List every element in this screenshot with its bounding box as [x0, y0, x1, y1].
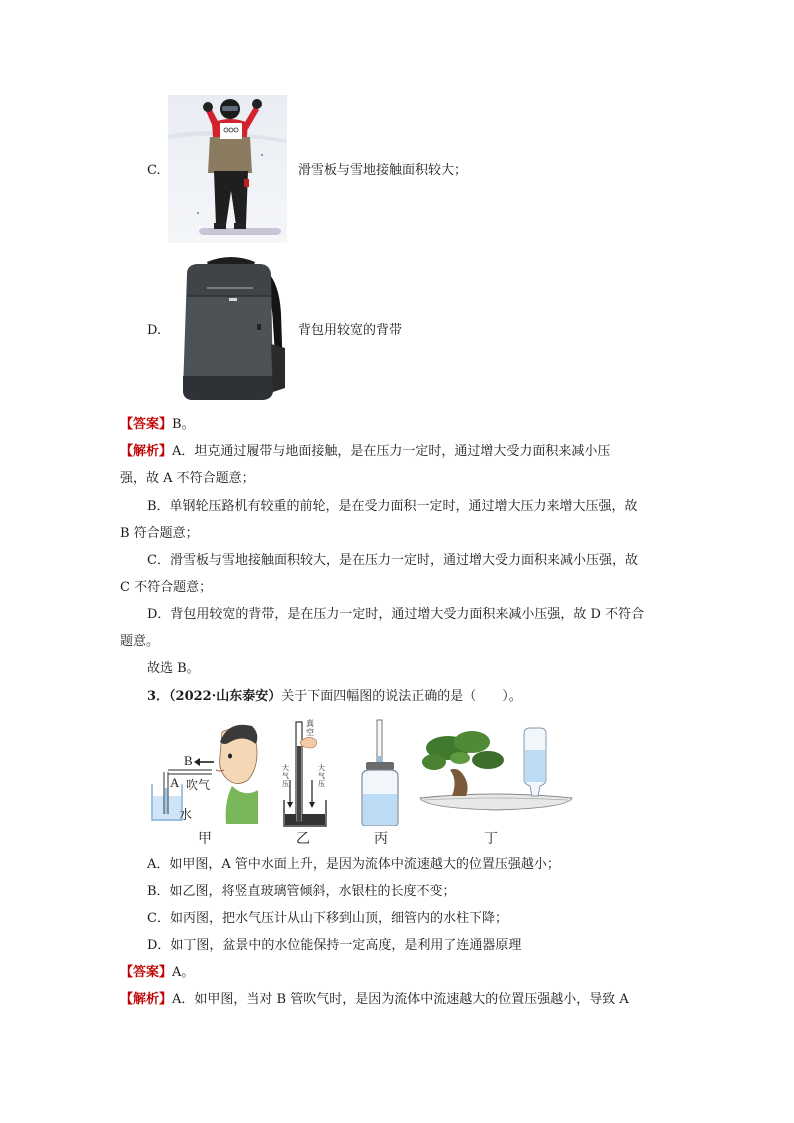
- answer-value: B。: [172, 417, 195, 432]
- fig-jia-a-label: A: [170, 775, 180, 790]
- fig-jia-water-label: 水: [179, 807, 193, 822]
- q3-option-b: B．如乙图，将竖直玻璃管倾斜，水银柱的长度不变；: [147, 884, 456, 899]
- answer-3-line: [120, 963, 194, 983]
- explanation-tag: 【解析】: [120, 444, 173, 459]
- explanation-3-text: A．如甲图，当对 B 管吹气时，是因为流体中流速越大的位置压强越小，导致 A: [172, 992, 629, 1007]
- explanation-line-7: D．背包用较宽的背带，是在压力一定时，通过增大受力面积来减小压强，故 D 不符合: [147, 607, 645, 622]
- figure-yi: [282, 716, 328, 828]
- backpack-photo: [173, 254, 291, 406]
- option-c-letter: C.: [147, 163, 161, 178]
- explanation-line-1: [120, 442, 610, 462]
- figure-bing: [356, 718, 404, 826]
- fig-yi-atm-left-label: 大气压: [282, 764, 289, 788]
- figure-ding: [418, 726, 574, 814]
- q3-option-c: C．如丙图，把水气压计从山下移到山顶，细管内的水柱下降；: [147, 911, 508, 926]
- explanation-line-2: 强，故 A 不符合题意；: [120, 471, 255, 486]
- answer-3-tag: 【答案】: [120, 965, 173, 980]
- explanation-line-9: 故选 B。: [147, 661, 200, 676]
- fig-jia-b-label: B: [184, 753, 193, 768]
- explanation-line-6: C 不符合题意；: [120, 580, 213, 595]
- fig-yi-atm-right-label: 大气压: [318, 764, 325, 788]
- fig-yi-vacuum-label: 真空: [306, 719, 314, 737]
- explanation-3-line: [120, 990, 629, 1010]
- answer-line: [120, 415, 195, 435]
- question-text: 关于下面四幅图的说法正确的是（ ）。: [281, 689, 522, 704]
- answer-tag: 【答案】: [120, 417, 173, 432]
- option-c-text: 滑雪板与雪地接触面积较大；: [298, 163, 468, 178]
- explanation-line-8: 题意。: [120, 634, 160, 649]
- question-3-stem: [147, 687, 522, 707]
- figure-jia: [148, 712, 260, 824]
- figure-label-bing: 丙: [374, 832, 388, 847]
- option-d-letter: D.: [147, 323, 162, 338]
- explanation-line-3: B．单钢轮压路机有较重的前轮，是在受力面积一定时，通过增大压力来增大压强，故: [147, 499, 638, 514]
- fig-jia-blow-label: 吹气: [186, 778, 211, 792]
- option-d-text: 背包用较宽的背带: [298, 323, 403, 338]
- q3-option-d: D．如丁图，盆景中的水位能保持一定高度，是利用了连通器原理: [147, 938, 522, 953]
- q3-option-a: A．如甲图，A 管中水面上升，是因为流体中流速越大的位置压强越小；: [147, 857, 560, 872]
- figure-label-ding: 丁: [484, 832, 498, 847]
- answer-3-value: A。: [172, 965, 195, 980]
- snowboarder-photo: [168, 95, 287, 243]
- question-source: （2022·山东泰安）: [169, 689, 282, 704]
- explanation-text: A．坦克通过履带与地面接触，是在压力一定时，通过增大受力面积来减小压: [172, 444, 611, 459]
- figure-label-jia: 甲: [198, 832, 212, 847]
- explanation-line-5: C．滑雪板与雪地接触面积较大，是在压力一定时，通过增大受力面积来减小压强，故: [147, 553, 638, 568]
- question-number: 3．: [147, 689, 170, 704]
- figure-label-yi: 乙: [296, 832, 310, 847]
- explanation-line-4: B 符合题意；: [120, 526, 199, 541]
- explanation-3-tag: 【解析】: [120, 992, 173, 1007]
